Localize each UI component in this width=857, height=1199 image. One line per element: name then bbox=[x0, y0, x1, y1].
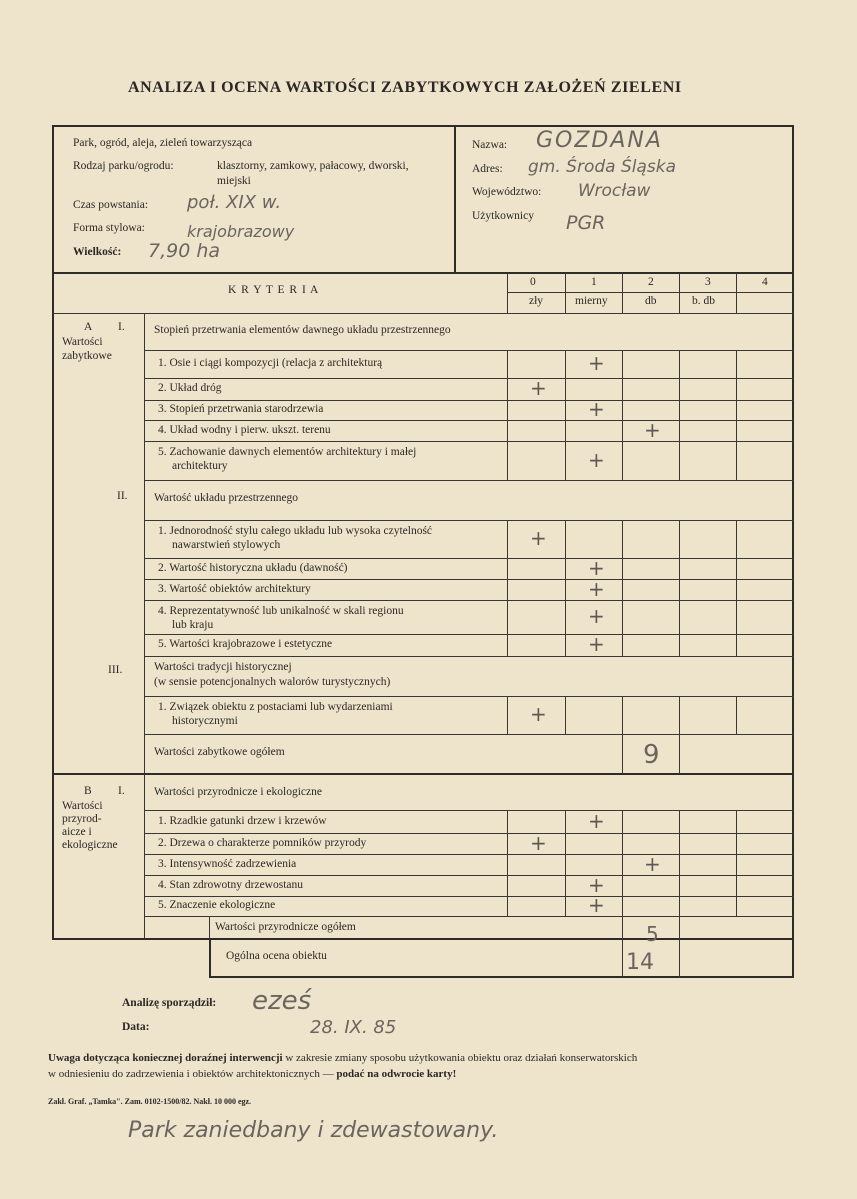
rule bbox=[565, 378, 566, 400]
b1-criterion-1: 1. Rzadkie gatunki drzew i krzewów bbox=[158, 814, 327, 827]
header-divider bbox=[454, 126, 456, 274]
rule bbox=[736, 378, 737, 400]
rule bbox=[679, 854, 680, 875]
a3-criterion-1: 1. Związek obiektu z postaciami lub wydarzeniami bbox=[158, 701, 393, 713]
rule bbox=[679, 916, 680, 938]
date-value: 28. IX. 85 bbox=[310, 1017, 397, 1038]
rule bbox=[144, 441, 794, 442]
rule bbox=[736, 273, 737, 313]
a2-criterion-4-cont: lub kraju bbox=[172, 619, 214, 631]
rule bbox=[622, 875, 623, 896]
col-4: 4 bbox=[762, 276, 768, 288]
a2-criterion-3: 3. Wartość obiektów architektury bbox=[158, 582, 311, 595]
subcol-2: db bbox=[645, 295, 657, 307]
a1-score-mark-4: + bbox=[644, 417, 661, 442]
rule bbox=[52, 773, 794, 775]
rule bbox=[679, 273, 680, 313]
rule bbox=[736, 400, 737, 420]
rule bbox=[144, 634, 794, 635]
rule bbox=[144, 400, 794, 401]
rule bbox=[144, 520, 794, 521]
section-b-name-3: aicze i bbox=[62, 826, 92, 838]
rule bbox=[736, 875, 737, 896]
rule bbox=[565, 896, 566, 916]
a3-score-mark-1: + bbox=[530, 702, 547, 726]
rule bbox=[622, 938, 623, 978]
czas-value: poł. XIX w. bbox=[187, 192, 282, 213]
subcol-1: mierny bbox=[575, 295, 608, 307]
rule bbox=[507, 378, 508, 400]
a-g1-title: Stopień przetrwania elementów dawnego układu przestrzennego bbox=[154, 324, 451, 336]
rule bbox=[679, 420, 680, 441]
rule bbox=[679, 896, 680, 916]
rule bbox=[507, 273, 508, 313]
rule bbox=[565, 558, 566, 579]
note-bold-1: Uwaga dotycząca koniecznej doraźnej interwencji bbox=[48, 1052, 283, 1064]
subcol-0: zły bbox=[529, 295, 544, 307]
a1-criterion-2: 2. Układ dróg bbox=[158, 382, 222, 394]
rule bbox=[52, 272, 794, 274]
czas-label: Czas powstania: bbox=[73, 199, 149, 211]
rule bbox=[144, 313, 145, 773]
rule bbox=[736, 520, 737, 558]
rodzaj-options: klasztorny, zamkowy, pałacowy, dworski, bbox=[217, 160, 409, 172]
rodzaj-options-2: miejski bbox=[217, 175, 251, 187]
overall-label: Ogólna ocena obiektu bbox=[226, 950, 327, 962]
col-1: 1 bbox=[591, 276, 597, 288]
rule bbox=[736, 833, 737, 854]
section-a-roman-3: III. bbox=[108, 664, 123, 676]
rule bbox=[679, 558, 680, 579]
rule bbox=[565, 875, 566, 896]
a1-criterion-3: 3. Stopień przetrwania starodrzewia bbox=[158, 403, 324, 415]
rule bbox=[622, 600, 623, 634]
a1-score-mark-3: + bbox=[588, 397, 605, 421]
rule bbox=[507, 833, 508, 854]
rule bbox=[144, 579, 794, 580]
rule bbox=[736, 896, 737, 916]
rule bbox=[209, 916, 210, 938]
rule bbox=[622, 350, 623, 378]
section-b-roman: I. bbox=[118, 785, 125, 797]
rule bbox=[736, 420, 737, 441]
rule bbox=[736, 854, 737, 875]
rule bbox=[144, 350, 794, 351]
rule bbox=[622, 558, 623, 579]
rule bbox=[565, 833, 566, 854]
a1-score-mark-2: + bbox=[530, 376, 547, 400]
a1-criterion-1: 1. Osie i ciągi kompozycji (relacja z architekturą bbox=[158, 357, 383, 369]
rule bbox=[507, 634, 508, 656]
rule bbox=[565, 854, 566, 875]
section-b-name-1: Wartości bbox=[62, 800, 103, 812]
rule bbox=[144, 734, 794, 735]
rule bbox=[507, 696, 508, 734]
rule bbox=[507, 400, 508, 420]
rule bbox=[679, 810, 680, 833]
section-b-name-4: ekologiczne bbox=[62, 839, 118, 851]
forma-label: Forma stylowa: bbox=[73, 222, 145, 234]
rule bbox=[144, 656, 794, 657]
rule bbox=[144, 378, 794, 379]
forma-value: krajobrazowy bbox=[187, 222, 295, 241]
rule bbox=[679, 634, 680, 656]
a2-score-mark-1: + bbox=[530, 526, 547, 550]
a2-score-mark-4: + bbox=[588, 604, 605, 628]
nazwa-value: GOZDANA bbox=[536, 128, 663, 153]
a-g3-title-2: (w sensie potencjonalnych walorów turystycznych) bbox=[154, 676, 391, 688]
rule bbox=[507, 420, 508, 441]
rodzaj-label: Rodzaj parku/ogrodu: bbox=[73, 160, 174, 172]
rule bbox=[565, 579, 566, 600]
author-label: Analizę sporządził: bbox=[122, 997, 217, 1009]
a2-score-mark-2: + bbox=[588, 555, 605, 580]
rule bbox=[507, 579, 508, 600]
b1-criterion-3: 3. Intensywność zadrzewienia bbox=[158, 857, 297, 870]
date-label: Data: bbox=[122, 1021, 150, 1033]
rule bbox=[736, 350, 737, 378]
rule bbox=[144, 896, 794, 897]
rule bbox=[679, 378, 680, 400]
rule bbox=[679, 520, 680, 558]
b1-score-mark-4: + bbox=[588, 872, 605, 897]
rule bbox=[736, 810, 737, 833]
section-a-roman: I. bbox=[118, 321, 125, 333]
wielkosc-label: Wielkość: bbox=[73, 246, 122, 258]
section-b-letter: B bbox=[84, 785, 92, 797]
note-line-1 bbox=[48, 1052, 637, 1064]
rule bbox=[622, 441, 623, 480]
uzytkownicy-label: Użytkownicy bbox=[472, 210, 534, 222]
subcol-3: b. db bbox=[692, 295, 715, 307]
a-total-label: Wartości zabytkowe ogółem bbox=[154, 746, 285, 758]
rule bbox=[736, 441, 737, 480]
rule bbox=[679, 734, 680, 774]
page-title: ANALIZA I OCENA WARTOŚCI ZABYTKOWYCH ZAŁOŻEŃ ZIELENI bbox=[128, 79, 682, 96]
section-b-name-2: przyrod- bbox=[62, 813, 102, 825]
section-a-name-1: Wartości bbox=[62, 336, 103, 348]
rule bbox=[507, 350, 508, 378]
rule bbox=[679, 350, 680, 378]
rule bbox=[507, 520, 508, 558]
a2-criterion-1: 1. Jednorodność stylu całego układu lub wysoka czytelność bbox=[158, 525, 433, 537]
a-total-value: 9 bbox=[643, 740, 660, 770]
rule bbox=[144, 916, 794, 917]
b1-score-mark-1: + bbox=[588, 808, 605, 833]
section-a-name-2: zabytkowe bbox=[62, 350, 112, 362]
note-line-2a: w odniesieniu do zadrzewienia i obiektów architektonicznych — bbox=[48, 1068, 337, 1080]
rule bbox=[565, 350, 566, 378]
rule bbox=[622, 810, 623, 833]
rule bbox=[507, 600, 508, 634]
rule bbox=[622, 696, 623, 734]
a2-score-mark-5: + bbox=[588, 632, 605, 656]
rule bbox=[144, 875, 794, 876]
b1-criterion-2: 2. Drzewa o charakterze pomników przyrody bbox=[158, 836, 367, 849]
rule bbox=[736, 579, 737, 600]
a-g2-title: Wartość układu przestrzennego bbox=[154, 492, 299, 504]
note-line-2b: podać na odwrocie karty! bbox=[336, 1068, 457, 1080]
rule bbox=[565, 420, 566, 441]
a1-criterion-5: 5. Zachowanie dawnych elementów architektury i małej bbox=[158, 446, 417, 458]
b-total-value: 5 bbox=[646, 922, 659, 946]
rule bbox=[144, 558, 794, 559]
rule bbox=[622, 520, 623, 558]
b-total-label: Wartości przyrodnicze ogółem bbox=[215, 921, 356, 933]
woj-value: Wrocław bbox=[578, 181, 651, 201]
rule bbox=[679, 696, 680, 734]
rule bbox=[52, 313, 794, 314]
b1-criterion-4: 4. Stan zdrowotny drzewostanu bbox=[158, 878, 303, 891]
rule bbox=[144, 833, 794, 834]
handwritten-note: Park zaniedbany i zdewastowany. bbox=[128, 1118, 499, 1143]
rule bbox=[565, 273, 566, 313]
rule bbox=[622, 420, 623, 441]
rule bbox=[622, 833, 623, 854]
b1-score-mark-3: + bbox=[644, 851, 661, 876]
b-g1-title: Wartości przyrodnicze i ekologiczne bbox=[154, 786, 322, 798]
rule bbox=[679, 441, 680, 480]
col-2: 2 bbox=[648, 276, 654, 288]
rule bbox=[679, 833, 680, 854]
rule bbox=[144, 480, 794, 481]
section-a-roman-2: II. bbox=[117, 490, 128, 502]
rule bbox=[507, 810, 508, 833]
rule bbox=[736, 696, 737, 734]
rule bbox=[622, 400, 623, 420]
rule bbox=[565, 400, 566, 420]
rule bbox=[622, 854, 623, 875]
b1-score-mark-5: + bbox=[588, 893, 605, 917]
rule bbox=[565, 810, 566, 833]
a2-criterion-5: 5. Wartości krajobrazowe i estetyczne bbox=[158, 638, 333, 650]
rule bbox=[736, 634, 737, 656]
a2-criterion-1-cont: nawarstwień stylowych bbox=[172, 539, 281, 551]
rule bbox=[679, 938, 680, 978]
rule bbox=[144, 696, 794, 697]
a1-criterion-4: 4. Układ wodny i pierw. ukszt. terenu bbox=[158, 423, 331, 436]
rule bbox=[507, 854, 508, 875]
a2-criterion-2: 2. Wartość historyczna układu (dawność) bbox=[158, 561, 348, 574]
a2-score-mark-3: + bbox=[588, 576, 605, 601]
rule bbox=[507, 558, 508, 579]
rule bbox=[679, 579, 680, 600]
rule bbox=[622, 916, 623, 938]
rule bbox=[144, 420, 794, 421]
a1-score-mark-5: + bbox=[588, 447, 605, 472]
rule bbox=[565, 600, 566, 634]
rule bbox=[507, 292, 794, 293]
rule bbox=[679, 600, 680, 634]
rule bbox=[565, 520, 566, 558]
overall-value: 14 bbox=[626, 950, 654, 975]
a-g3-title-1: Wartości tradycji historycznej bbox=[154, 661, 292, 673]
rule bbox=[679, 875, 680, 896]
rule bbox=[144, 600, 794, 601]
wielkosc-value: 7,90 ha bbox=[148, 240, 221, 262]
col-3: 3 bbox=[705, 276, 711, 288]
park-type-line: Park, ogród, aleja, zieleń towarzysząca bbox=[73, 137, 253, 149]
rule bbox=[507, 441, 508, 480]
kryteria-label: K R Y T E R I A bbox=[228, 284, 320, 296]
adres-value: gm. Środa Śląska bbox=[528, 157, 677, 177]
note-rest-1: w zakresie zmiany sposobu użytkowania obiektu oraz działań konserwatorskich bbox=[282, 1052, 638, 1064]
rule bbox=[736, 600, 737, 634]
rule bbox=[622, 734, 623, 774]
rule bbox=[144, 854, 794, 855]
a1-score-mark-1: + bbox=[588, 351, 605, 375]
uzytkownicy-value: PGR bbox=[566, 212, 606, 234]
rule bbox=[679, 400, 680, 420]
rule bbox=[622, 634, 623, 656]
adres-label: Adres: bbox=[472, 163, 503, 175]
section-a-letter: A bbox=[84, 321, 93, 333]
rule bbox=[144, 774, 145, 938]
author-signature: eześ bbox=[252, 986, 312, 1016]
nazwa-label: Nazwa: bbox=[472, 139, 508, 151]
a3-criterion-1-cont: historycznymi bbox=[172, 715, 238, 727]
rule bbox=[565, 441, 566, 480]
rule bbox=[565, 634, 566, 656]
rule bbox=[736, 558, 737, 579]
printer-info: Zakł. Graf. „Tamka". Zam. 0102-1500/82. Nakł. 10 000 egz. bbox=[48, 1097, 252, 1106]
col-0: 0 bbox=[530, 276, 536, 288]
woj-label: Województwo: bbox=[472, 186, 542, 198]
a2-criterion-4: 4. Reprezentatywność lub unikalność w skali regionu bbox=[158, 605, 404, 617]
rule bbox=[622, 273, 623, 313]
rule bbox=[507, 875, 508, 896]
note-line-2 bbox=[48, 1068, 456, 1080]
rule bbox=[565, 696, 566, 734]
a1-criterion-5-cont: architektury bbox=[172, 460, 228, 472]
rule bbox=[622, 579, 623, 600]
rule bbox=[622, 896, 623, 916]
rule bbox=[507, 896, 508, 916]
rule bbox=[144, 810, 794, 811]
b1-criterion-5: 5. Znaczenie ekologiczne bbox=[158, 899, 276, 911]
b1-score-mark-2: + bbox=[530, 830, 547, 855]
rule bbox=[622, 378, 623, 400]
